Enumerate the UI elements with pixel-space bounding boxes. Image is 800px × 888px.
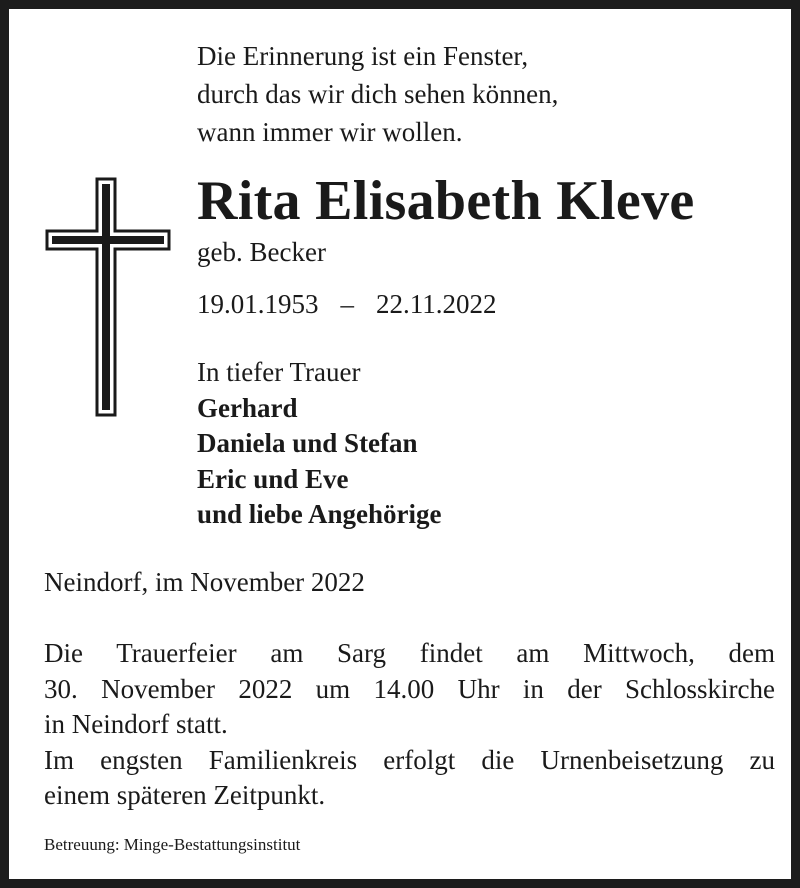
deceased-name: Rita Elisabeth Kleve [197, 170, 695, 232]
birth-date: 19.01.1953 [197, 289, 319, 319]
mourners-intro: In tiefer Trauer [197, 357, 361, 387]
funeral-home-credit: Betreuung: Minge-Bestattungsinstitut [44, 835, 301, 854]
birth-name: geb. Becker [197, 237, 326, 267]
date-dash: – [340, 289, 354, 319]
info-line: 30. November 2022 um 14.00 Uhr in der Schlosskirche [44, 673, 775, 704]
place-and-date: Neindorf, im November 2022 [44, 567, 365, 597]
latin-cross-icon [45, 177, 171, 422]
mourner-name: Eric und Eve [197, 463, 349, 494]
info-line: Im engsten Familienkreis erfolgt die Urnenbeisetzung zu [44, 744, 775, 775]
funeral-info [44, 636, 775, 814]
life-dates [197, 289, 497, 320]
mourners-block [197, 355, 442, 533]
mourner-name: und liebe Angehörige [197, 499, 442, 529]
quote-line: wann immer wir wollen. [197, 117, 463, 147]
info-line: Die Trauerfeier am Sarg findet am Mittwoch, dem [44, 638, 775, 668]
mourner-name: Gerhard [197, 392, 298, 423]
info-line: in Neindorf statt. [44, 709, 228, 739]
quote-line: durch das wir dich sehen können, [197, 79, 559, 109]
info-line: einem späteren Zeitpunkt. [44, 780, 326, 810]
mourner-name: Daniela und Stefan [197, 428, 418, 458]
quote-line: Die Erinnerung ist ein Fenster, [197, 41, 529, 71]
death-date: 22.11.2022 [376, 289, 497, 319]
memorial-quote [197, 37, 558, 151]
